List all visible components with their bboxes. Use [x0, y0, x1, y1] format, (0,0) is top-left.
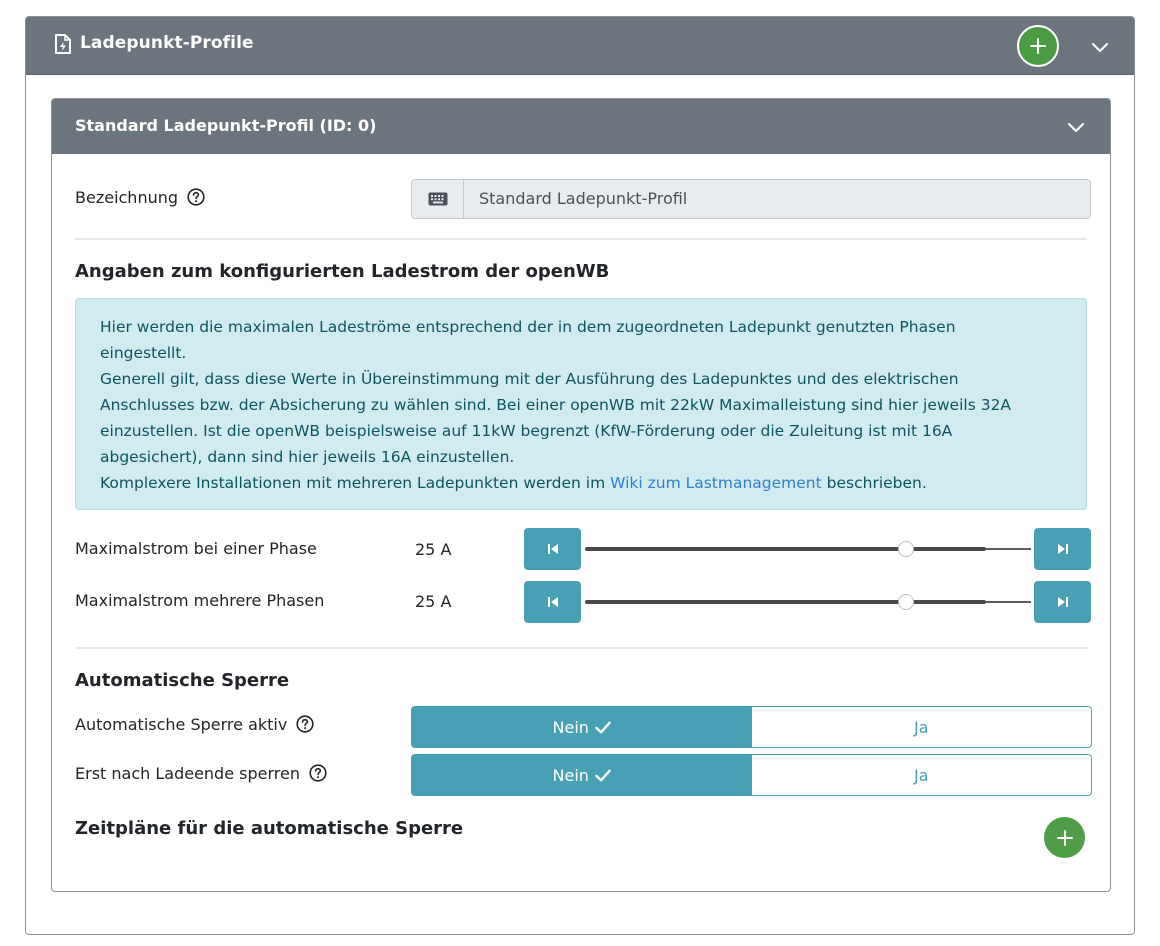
slider-track — [585, 547, 986, 551]
check-icon — [595, 721, 611, 734]
info-line: Generell gilt, dass diese Werte in Übereinstimmung mit der Ausführung des Ladepunktes und des elektrischen — [100, 370, 959, 388]
option-ja-label: Ja — [913, 717, 929, 737]
slider-thumb[interactable] — [898, 541, 914, 557]
ladestrom-section-title: Angaben zum konfigurierten Ladestrom der openWB — [75, 261, 610, 282]
ladeende-label — [75, 764, 327, 783]
zeitplaene-title: Zeitpläne für die automatische Sperre — [75, 818, 464, 839]
profile-card — [51, 98, 1111, 892]
bezeichnung-label — [75, 188, 205, 207]
plus-icon — [1030, 38, 1046, 54]
bezeichnung-input-group — [411, 179, 1091, 219]
option-ja-label: Ja — [913, 765, 929, 785]
info-line: Hier werden die maximalen Ladeströme entsprechend der in dem zugeordneten Ladepunkt genutzten Phasen — [100, 318, 956, 336]
question-circle-icon[interactable] — [187, 188, 205, 206]
increase-button[interactable] — [1034, 528, 1091, 570]
option-nein-label: Nein — [552, 765, 589, 785]
increase-button[interactable] — [1034, 581, 1091, 623]
info-line: eingestellt. — [100, 344, 187, 362]
wiki-lastmanagement-link[interactable]: Wiki zum Lastmanagement — [610, 474, 822, 492]
info-line: Anschlusses bzw. der Absicherung zu wählen sind. Bei einer openWB mit 22kW Maximalleistung sind hier jeweils 32A — [100, 396, 1012, 414]
max-current-multi-phase-slider[interactable] — [585, 593, 1031, 611]
step-forward-icon — [1057, 596, 1069, 608]
plus-icon — [1057, 830, 1073, 846]
keyboard-icon — [428, 192, 448, 206]
ladestrom-info-box — [75, 298, 1087, 510]
bezeichnung-label-text: Bezeichnung — [75, 188, 179, 207]
ladepunkt-profile-card — [25, 16, 1135, 935]
step-backward-icon — [547, 596, 559, 608]
slider-label: Maximalstrom mehrere Phasen — [75, 591, 325, 610]
divider — [75, 238, 1087, 240]
document-charge-icon — [54, 34, 72, 54]
question-circle-icon[interactable] — [296, 715, 314, 733]
max-current-single-phase-slider[interactable] — [585, 540, 1031, 558]
sperre-section-title: Automatische Sperre — [75, 670, 290, 691]
bezeichnung-input[interactable]: Standard Ladepunkt-Profil — [479, 189, 688, 208]
ladeende-toggle — [411, 754, 1092, 796]
add-schedule-button[interactable] — [1044, 817, 1085, 858]
panel-title: Ladepunkt-Profile — [80, 33, 254, 53]
option-nein-label: Nein — [552, 717, 589, 737]
chevron-down-icon[interactable] — [1066, 120, 1086, 134]
info-line — [100, 470, 1062, 496]
sperre-aktiv-label — [75, 715, 314, 734]
info-line: abgesichert), dann sind hier jeweils 16A einzustellen. — [100, 448, 515, 466]
chevron-down-icon[interactable] — [1090, 40, 1110, 54]
slider-track-rest — [986, 601, 1031, 603]
slider-track — [585, 600, 986, 604]
slider-value: 25 A — [415, 592, 452, 611]
info-line: einzustellen. Ist die openWB beispielsweise auf 11kW begrenzt (KfW-Förderung oder die Zuleitung ist mit 16A — [100, 422, 953, 440]
option-nein[interactable] — [412, 755, 752, 795]
step-backward-icon — [547, 543, 559, 555]
option-ja[interactable] — [752, 707, 1092, 747]
slider-value: 25 A — [415, 540, 452, 559]
profile-title: Standard Ladepunkt-Profil (ID: 0) — [75, 116, 377, 135]
decrease-button[interactable] — [524, 528, 581, 570]
check-icon — [595, 769, 611, 782]
sperre-aktiv-toggle — [411, 706, 1092, 748]
slider-label: Maximalstrom bei einer Phase — [75, 539, 317, 558]
profile-header[interactable] — [52, 99, 1110, 154]
option-nein[interactable] — [412, 707, 752, 747]
decrease-button[interactable] — [524, 581, 581, 623]
option-ja[interactable] — [752, 755, 1092, 795]
keyboard-addon — [412, 180, 464, 218]
add-profile-button[interactable] — [1017, 25, 1059, 67]
slider-thumb[interactable] — [898, 594, 914, 610]
info-line7-pre: Komplexere Installationen mit mehreren Ladepunkten werden im — [100, 474, 611, 492]
slider-track-rest — [986, 548, 1031, 550]
question-circle-icon[interactable] — [309, 764, 327, 782]
step-forward-icon — [1057, 543, 1069, 555]
info-line7-post: beschrieben. — [821, 474, 927, 492]
divider — [75, 647, 1087, 649]
ladepunkt-profile-header[interactable] — [26, 17, 1134, 75]
sperre-aktiv-label-text: Automatische Sperre aktiv — [75, 715, 288, 734]
ladeende-label-text: Erst nach Ladeende sperren — [75, 764, 300, 783]
